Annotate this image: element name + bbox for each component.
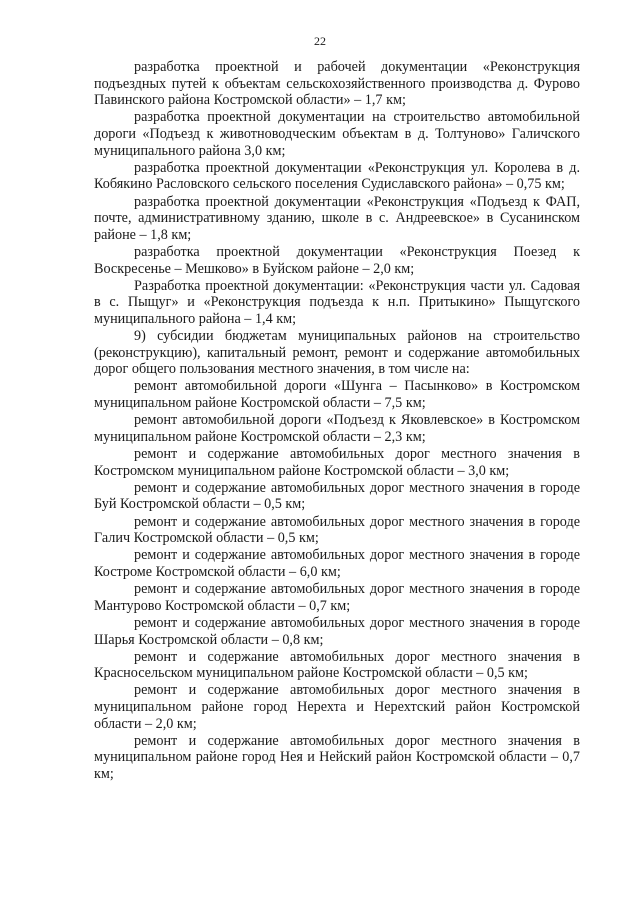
paragraph: разработка проектной документации на строительство автомобильной дороги «Подъезд к животноводческим объектам в д. Толтуново» Галичского муниципального района 3,0 км; (94, 109, 580, 159)
paragraph: разработка проектной документации «Реконструкция ул. Королева в д. Кобякино Расловского сельского поселения Судиславского района» – 0,75 км; (94, 159, 580, 193)
paragraph: ремонт и содержание автомобильных дорог местного значения в городе Галич Костромской области – 0,5 км; (94, 513, 580, 547)
page-number: 22 (314, 34, 326, 48)
paragraph: ремонт и содержание автомобильных дорог местного значения в муниципальном районе город Нерехта и Нерехтский район Костромской области – 2,0 км; (94, 682, 580, 732)
paragraph: разработка проектной и рабочей документации «Реконструкция подъездных путей к объектам сельскохозяйственного производства д. Фурово Павинского района Костромской области» – 1,7 км; (94, 59, 580, 109)
paragraph: ремонт и содержание автомобильных дорог местного значения в Костромском муниципальном районе Костромской области – 3,0 км; (94, 446, 580, 479)
paragraph: ремонт и содержание автомобильных дорог местного значения в городе Шарья Костромской области – 0,8 км; (94, 614, 580, 648)
paragraph: ремонт и содержание автомобильных дорог местного значения в городе Мантурово Костромской области – 0,7 км; (94, 581, 580, 614)
paragraph: ремонт и содержание автомобильных дорог местного значения в городе Костроме Костромской области – 6,0 км; (94, 547, 580, 580)
paragraph: 9) субсидии бюджетам муниципальных районов на строительство (реконструкцию), капитальный ремонт, ремонт и содержание автомобильных дорог общего пользования местного значения, в том числе на: (94, 328, 580, 378)
paragraph: ремонт и содержание автомобильных дорог местного значения в Красносельском муниципальном районе Костромской области – 0,5 км; (94, 648, 580, 682)
document-body (94, 59, 580, 783)
paragraph: Разработка проектной документации: «Реконструкция части ул. Садовая в с. Пыщуг» и «Реконструкция подъезда к н.п. Притыкино» Пыщугского муниципального района – 1,4 км; (94, 277, 580, 327)
paragraph: ремонт и содержание автомобильных дорог местного значения в городе Буй Костромской области – 0,5 км; (94, 479, 580, 513)
paragraph: ремонт автомобильной дороги «Подъезд к Яковлевское» в Костромском муниципальном районе Костромской области – 2,3 км; (94, 412, 580, 445)
paragraph: ремонт и содержание автомобильных дорог местного значения в муниципальном районе город Нея и Нейский район Костромской области – 0,7 км; (94, 732, 580, 783)
paragraph: разработка проектной документации «Реконструкция «Подъезд к ФАП, почте, административному зданию, школе в с. Андреевское» в Сусанинском районе – 1,8 км; (94, 193, 580, 243)
paragraph: разработка проектной документации «Реконструкция Поезед к Воскресенье – Мешково» в Буйском районе – 2,0 км; (94, 243, 580, 277)
paragraph: ремонт автомобильной дороги «Шунга – Пасынково» в Костромском муниципальном районе Костромской области – 7,5 км; (94, 378, 580, 412)
